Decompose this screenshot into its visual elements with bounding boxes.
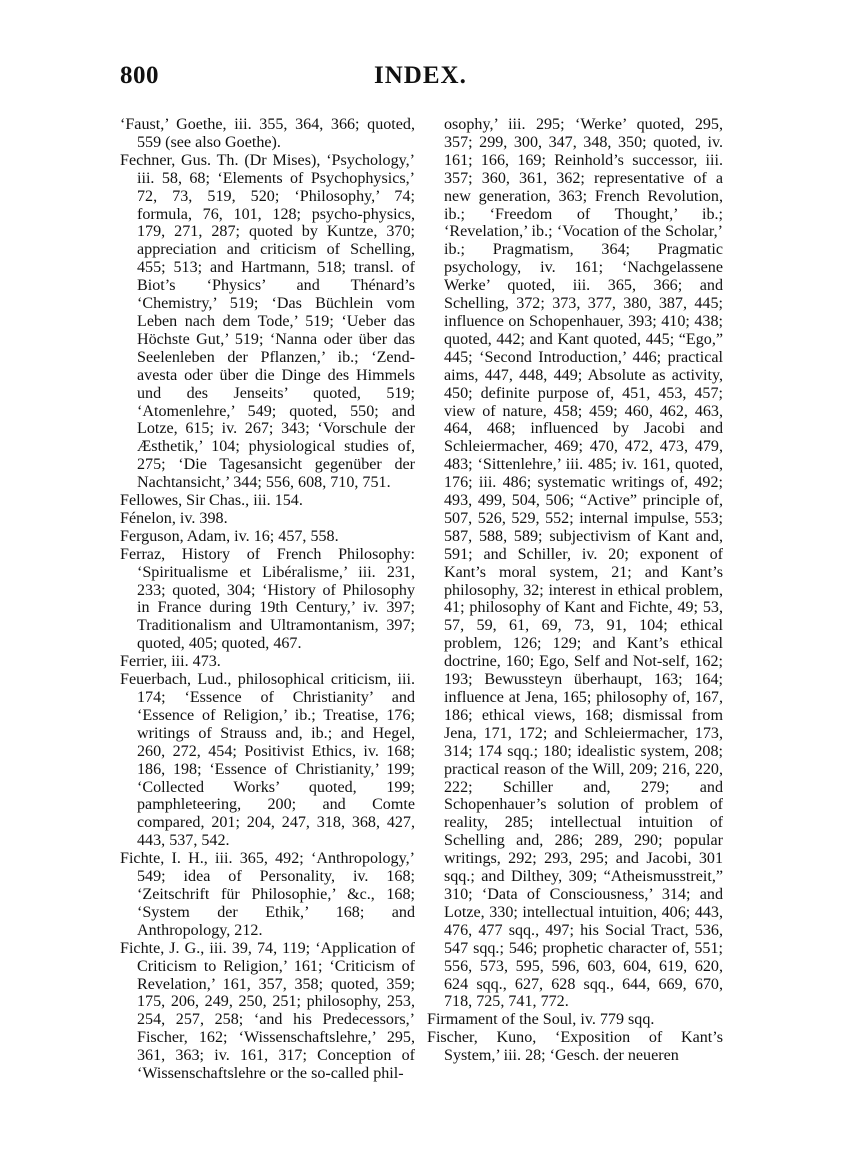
index-entry (120, 850, 415, 940)
index-entry-text: (Dr Mises), ‘Psychology,’ iii. 58, 68; ‘Elements of Psychophysics,’ 72, 73, 519, 520; ‘Philosophy,’ 74; formula, 76, 101, 128; psycho-physics, 179, 271, 287; quoted by Kuntze, 370; appreciation and criticism of Schelling, 455; 513; and Hartmann, 518; transl. of Biot’s ‘Physics’ and Thénard’s ‘Chemistry,’ 519; ‘Das Büchlein vom Leben nach dem Tode,’ 519; ‘Ueber das Höchste Gut,’ 519; ‘Nanna oder über das Seelenleben der Pflanzen,’ ib.; ‘Zend-avesta oder über die Dinge des Himmels und des Jenseits’ quoted, 519; ‘Atomenlehre,’ 549; quoted, 550; and Lotze, 615; iv. 267; 343; ‘Vorschule der Æsthetik,’ 104; physiological studies of, 275; ‘Die Tagesansicht gegenüber der Nachtansicht,’ 344; 556, 608, 710, 751. (137, 151, 415, 492)
index-entry (120, 940, 415, 1083)
index-entry-text: Goethe, iii. 355, 364, 366; quoted, 559 (see also Goethe). (137, 116, 415, 151)
index-entry (120, 510, 415, 528)
index-entry-text: iv. 16; 457, 558. (234, 527, 339, 545)
index-entry-heading: Ferguson, Adam, (120, 527, 231, 545)
index-entry (120, 116, 415, 152)
index-entry-heading: Fichte, J. G., (120, 939, 205, 957)
index-entry (120, 546, 415, 653)
index-entry-text: osophy,’ iii. 295; ‘Werke’ quoted, 295, 357; 299, 300, 347, 348, 350; quoted, iv. 161; 166, 169; Reinhold’s successor, iii. 357; 360, 361, 362; representative of a new generation, 363; French Revolution, ib.; ‘Freedom of Thought,’ ib.; ‘Revelation,’ ib.; ‘Vocation of the Scholar,’ ib.; Pragmatism, 364; Pragmatic psychology, iv. 161; ‘Nachgelassene Werke’ quoted, iii. 365, 366; and Schelling, 372; 373, 377, 380, 387, 445; influence on Schopenhauer, 393; 410; 438; quoted, 442; and Kant quoted, 445; “Ego,” 445; ‘Second Introduction,’ 446; practical aims, 447, 448, 449; Absolute as activity, 450; definite purpose of, 451, 453, 457; view of nature, 458; 459; 460, 462, 463, 464, 468; influenced by Jacobi and Schleiermacher, 469; 470, 472, 473, 479, 483; ‘Sittenlehre,’ iii. 485; iv. 161, quoted, 176; iii. 486; systematic writings of, 492; 493, 499, 504, 506; “Active” principle of, 507, 526, 529, 552; internal impulse, 553; 587, 588, 589; subjectivism of Kant and, 591; and Schiller, iv. 20; exponent of Kant’s moral system, 21; and Kant’s philosophy, 32; interest in ethical problem, 41; philosophy of Kant and Fichte, 49; 53, 57, 59, 61, 69, 73, 91, 104; ethical problem, 126; 129; and Kant’s ethical doctrine, 160; Ego, Self and Not-self, 162; 193; Bewussteyn überhaupt, 163; 164; influence at Jena, 165; philosophy of, 167, 186; ethical views, 168; dismissal from Jena, 171, 172; and Schleiermacher, 173, 314; 174 sqq.; 180; idealistic system, 208; practical reason of the Will, 209; 216, 220, 222; Schiller and, 279; and Schopenhauer’s solution of problem of reality, 285; intellectual intuition of Schelling and, 286; 289, 290; popular writings, 292; 293, 295; and Jacobi, 301 sqq.; and Dilthey, 309; “Atheismusstreit,” 310; ‘Data of Consciousness,’ 314; and Lotze, 330; intellectual intuition, 406; 443, 476, 477 sqq., 497; his Social Tract, 536, 547 sqq.; 546; prophetic character of, 551; 556, 573, 595, 596, 603, 604, 619, 620, 624 sqq., 627, 628 sqq., 644, 669, 670, 718, 725, 741, 772. (444, 116, 723, 1011)
index-entry-continued (427, 116, 723, 1011)
index-entry-heading: Ferrier, (120, 653, 168, 671)
index-entry-text: iii. 365, 492; ‘Anthropology,’ 549; idea of Personality, iv. 168; ‘Zeitschrift für Philosophie,’ &c., 168; ‘System der Ethik,’ 168; and Anthropology, 212. (137, 850, 415, 939)
index-entry-text: iii. 154. (253, 492, 303, 510)
index-column-right (427, 116, 723, 1065)
index-entry (120, 653, 415, 671)
index-entry (427, 1011, 723, 1029)
page-number: 800 (120, 62, 159, 89)
index-column-left (120, 116, 415, 1083)
index-entry-heading: Firmament of the Soul, (427, 1011, 577, 1029)
index-entry (120, 671, 415, 850)
index-entry-heading: Fellowes, Sir Chas., (120, 492, 250, 510)
running-title: INDEX. (374, 62, 467, 89)
index-entry-heading: Feuerbach, Lud., (120, 671, 232, 689)
index-entry-text: iii. 473. (171, 653, 221, 671)
index-entry-heading: Fechner, Gus. Th. (120, 151, 239, 169)
index-entry-text: iii. 39, 74, 119; ‘Application of Criticism to Religion,’ 161; ‘Criticism of Revelation,’ 161, 357, 358; quoted, 359; 175, 206, 249, 250, 251; philosophy, 253, 254, 257, 258; ‘and his Predecessors,’ Fischer, 162; ‘Wissenschaftslehre,’ 295, 361, 363; iv. 161, 317; Conception of ‘Wissenschaftslehre or the so-called phil- (137, 939, 415, 1083)
index-entry (120, 528, 415, 546)
index-entry-heading: Fénelon, (120, 509, 176, 527)
index-entry-text: ‘Exposition of Kant’s System,’ iii. 28; ‘Gesch. der neueren (444, 1029, 723, 1065)
index-entry (120, 492, 415, 510)
index-entry-text: History of French Philosophy: ‘Spiritualisme et Libéralisme,’ iii. 231, 233; quoted, 304; ‘History of Philosophy in France during 19th Century,’ iv. 397; Traditionalism and Ultramontanism, 397; quoted, 405; quoted, 467. (137, 545, 416, 653)
index-entry-heading: Fischer, Kuno, (427, 1029, 537, 1047)
index-entry-text: iv. 398. (179, 509, 228, 527)
index-entry-text: iv. 779 sqq. (580, 1011, 655, 1029)
index-entry-heading: Fichte, I. H., (120, 850, 208, 868)
index-entry-heading: ‘Faust,’ (120, 116, 169, 133)
index-entry (120, 152, 415, 492)
index-entry (427, 1029, 723, 1065)
index-entry-heading: Ferraz, (120, 545, 166, 563)
page-header (118, 62, 730, 96)
index-entry-text: philosophical criticism, iii. 174; ‘Essence of Christianity’ and ‘Essence of Religion,’ ib.; Treatise, 176; writings of Strauss and, ib.; and Hegel, 260, 272, 454; Positivist Ethics, iv. 168; 186, 198; ‘Essence of Christianity,’ 199; ‘Collected Works’ quoted, 199; pamphleteering, 200; and Comte compared, 201; 204, 247, 318, 368, 427, 443, 537, 542. (137, 671, 415, 850)
